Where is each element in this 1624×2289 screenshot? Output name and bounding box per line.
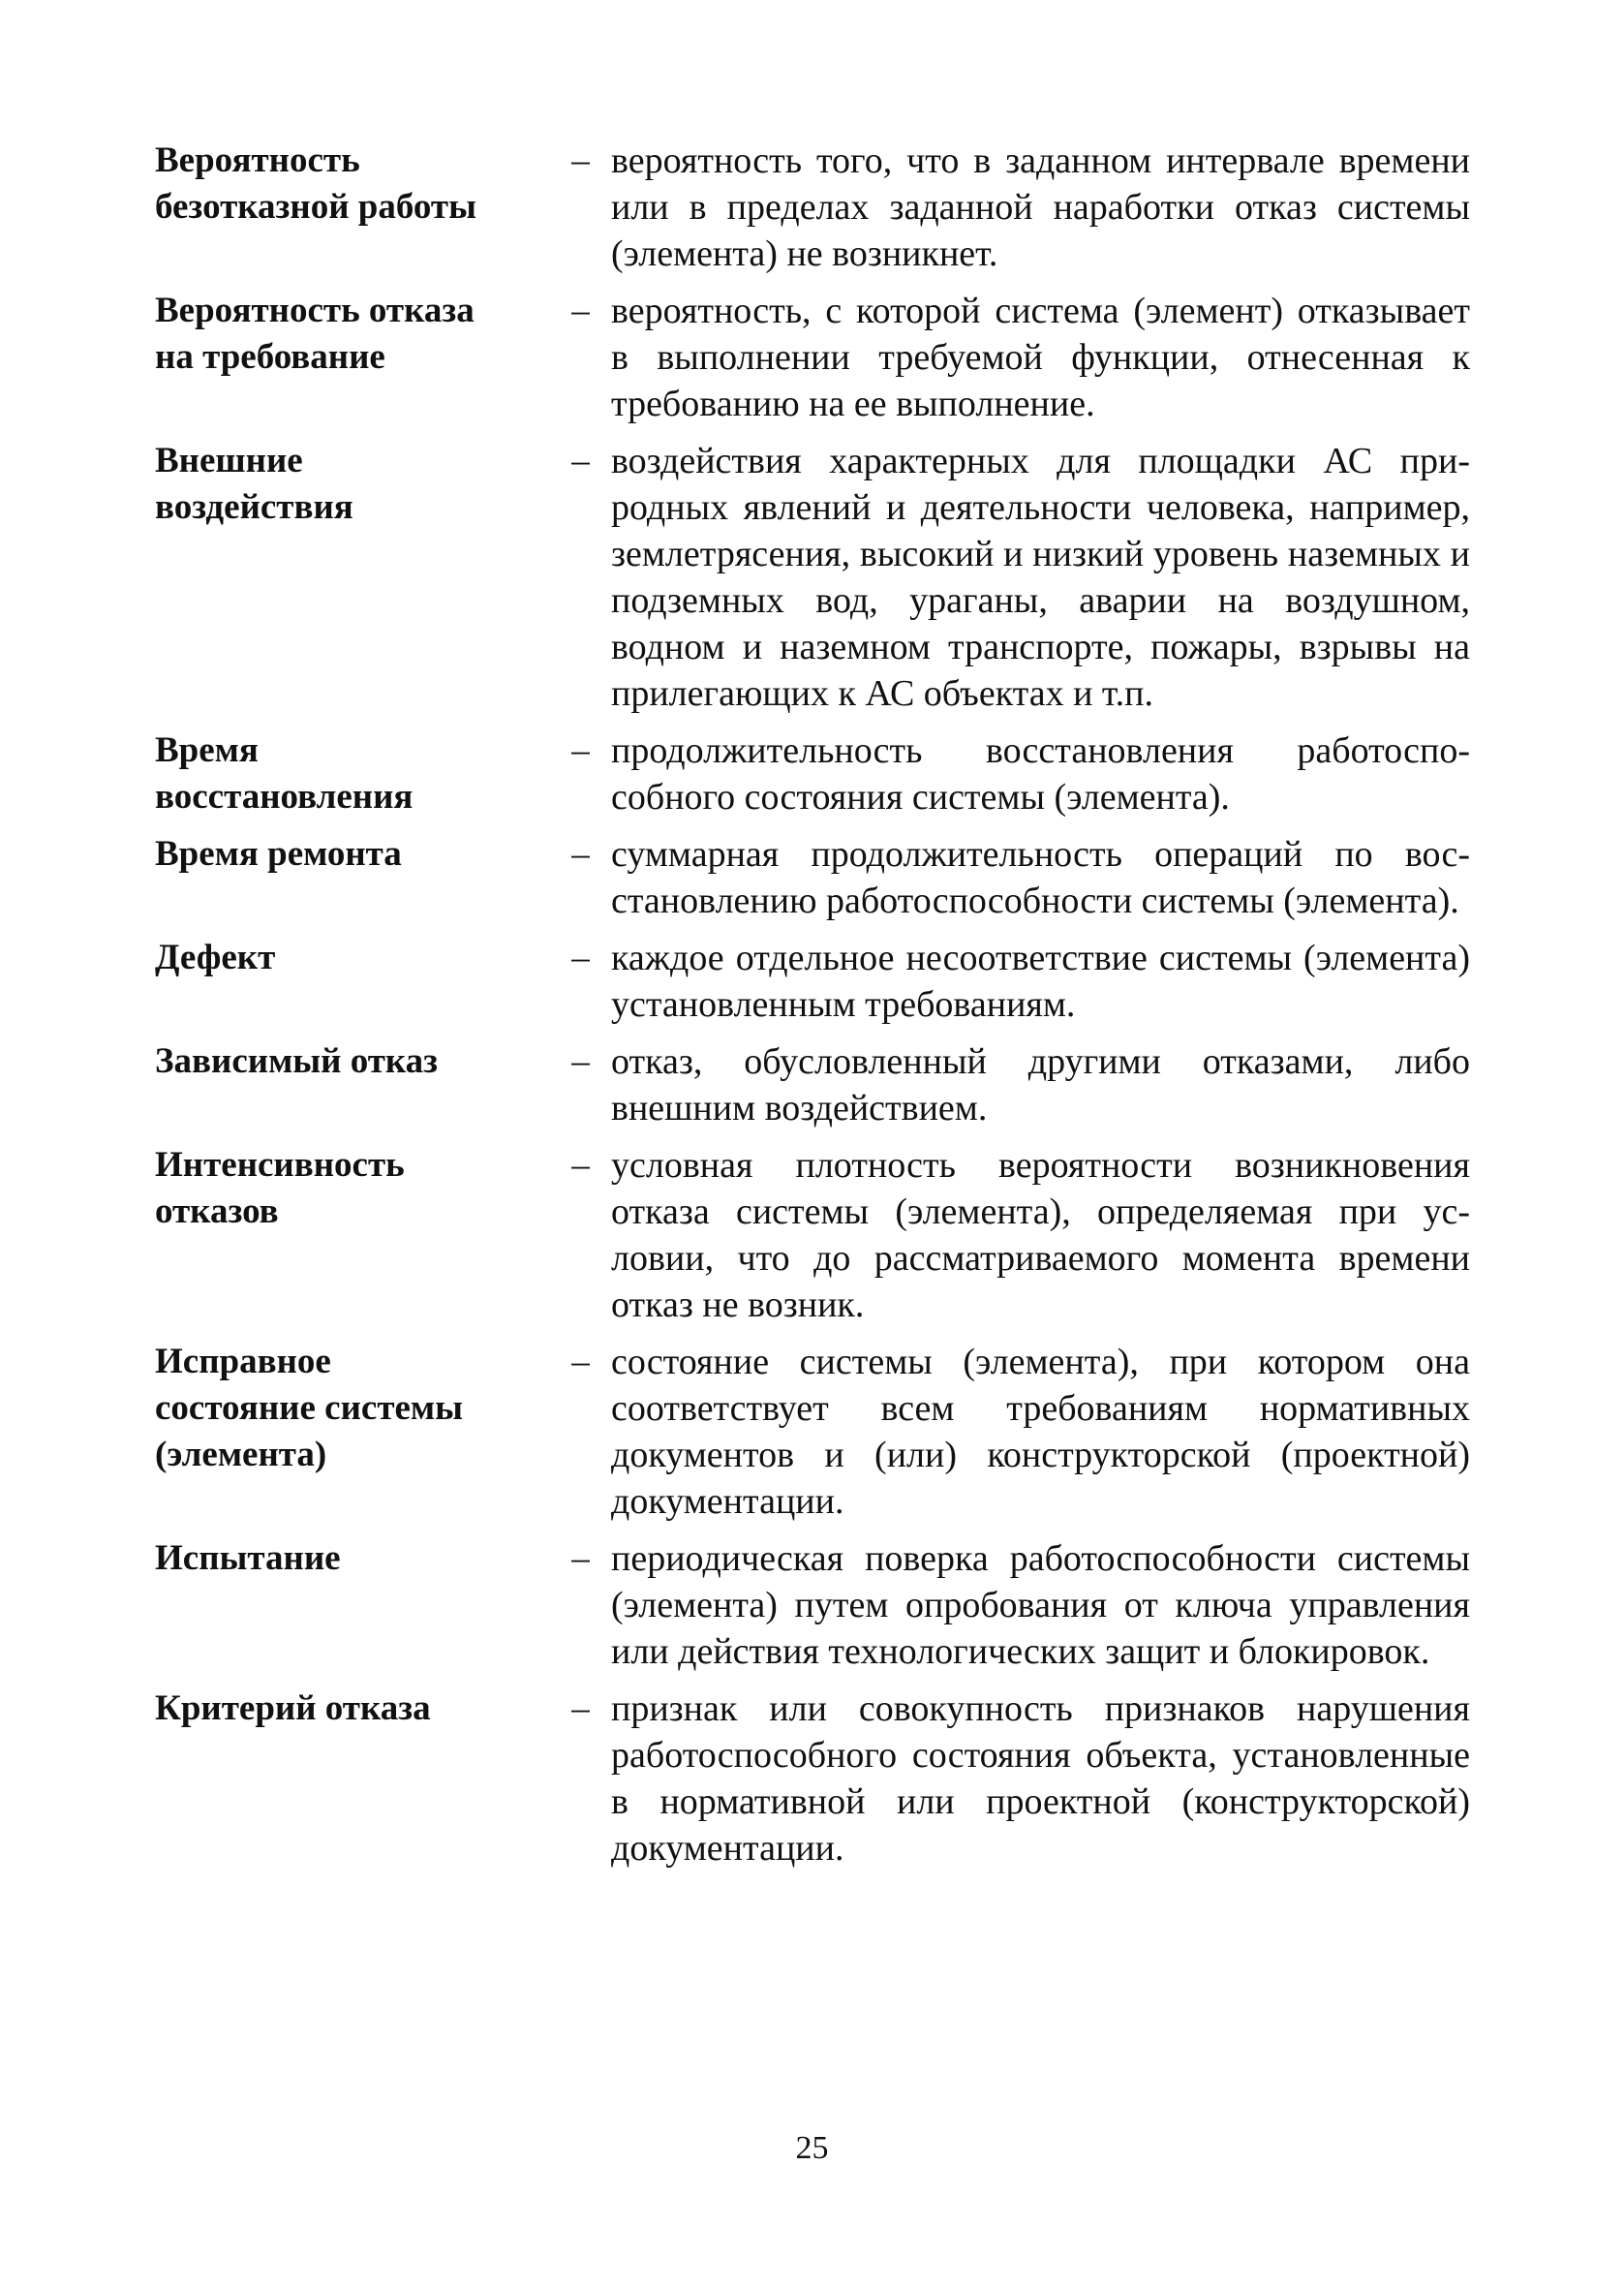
entry-dash: – <box>571 1041 590 1081</box>
glossary-term: Время ремонта <box>155 834 402 874</box>
glossary-definition: периодическая поверка работоспособности системы (элемента) путем опробования от ключа управления или действия технологических защит и блокировок. <box>611 1538 1470 1672</box>
glossary-definition: воздействия характерных для площадки АС природных явлений и деятельности человека, например, землетрясения, высокий и низкий уровень наземных и подземных вод, ураганы, аварии на воздушном, водном и наземном транспорте, пожары, взрывы на прилегающих к АС объектах и т.п. <box>611 441 1470 714</box>
glossary-term: Дефект <box>155 938 276 977</box>
glossary-definition: отказ, обусловленный другими отказами, либо внешним воздействием. <box>611 1041 1470 1129</box>
glossary-term: Вероятность безотказной работы <box>155 140 476 227</box>
glossary-definition: признак или совокупность признаков нарушения работоспособного состояния объекта, установленные в нормативной или проектной (конструкторской) документации. <box>611 1688 1470 1869</box>
glossary-term: Интенсивность отказов <box>155 1145 405 1231</box>
entry-dash: – <box>571 1538 590 1578</box>
glossary-entry <box>155 1142 1486 1328</box>
page-number: 25 <box>795 2130 829 2166</box>
glossary-term: Критерий отказа <box>155 1688 431 1728</box>
glossary-list <box>155 138 1486 1871</box>
entry-dash: – <box>571 291 590 330</box>
entry-dash: – <box>571 1145 590 1185</box>
glossary-term: Время восстановления <box>155 730 414 817</box>
glossary-term: Испытание <box>155 1538 341 1578</box>
glossary-term: Вероятность отказа на требование <box>155 291 475 377</box>
entry-dash: – <box>571 730 590 770</box>
glossary-definition: условная плотность вероятности возникновения отказа системы (элемента), определяемая при условии, что до рассматриваемого момента времени отказ не возник. <box>611 1145 1470 1325</box>
entry-dash: – <box>571 1342 590 1381</box>
glossary-entry <box>155 138 1486 277</box>
glossary-entry <box>155 935 1486 1028</box>
entry-dash: – <box>571 441 590 480</box>
glossary-definition: вероятность того, что в заданном интервале времени или в пределах заданной наработки отказ системы (элемента) не возникнет. <box>611 140 1470 274</box>
glossary-definition: вероятность, с которой система (элемент) отказывает в выполнении требуемой функции, отнесенная к требованию на ее выполнение. <box>611 291 1470 424</box>
entry-dash: – <box>571 140 590 180</box>
entry-dash: – <box>571 938 590 977</box>
glossary-entry <box>155 1339 1486 1525</box>
glossary-entry <box>155 1038 1486 1131</box>
glossary-entry <box>155 831 1486 924</box>
glossary-definition: продолжительность восстановления работоспособного состояния системы (элемента). <box>611 730 1470 818</box>
glossary-definition: состояние системы (элемента), при котором она соответствует всем требованиям нормативных документов и (или) конструкторской (проектной) документации. <box>611 1342 1470 1522</box>
entry-dash: – <box>571 834 590 874</box>
glossary-definition: суммарная продолжительность операций по восстановлению работоспособности системы (элемента). <box>611 834 1470 921</box>
glossary-term: Зависимый отказ <box>155 1041 439 1081</box>
glossary-term: Внешние воздействия <box>155 441 353 527</box>
glossary-definition: каждое отдельное несоответствие системы (элемента) установленным требованиям. <box>611 938 1470 1025</box>
entry-dash: – <box>571 1688 590 1728</box>
glossary-term: Исправное состояние системы (элемента) <box>155 1342 464 1474</box>
glossary-entry <box>155 438 1486 717</box>
glossary-entry <box>155 1535 1486 1675</box>
glossary-entry <box>155 288 1486 427</box>
glossary-entry <box>155 1686 1486 1871</box>
glossary-entry <box>155 727 1486 820</box>
